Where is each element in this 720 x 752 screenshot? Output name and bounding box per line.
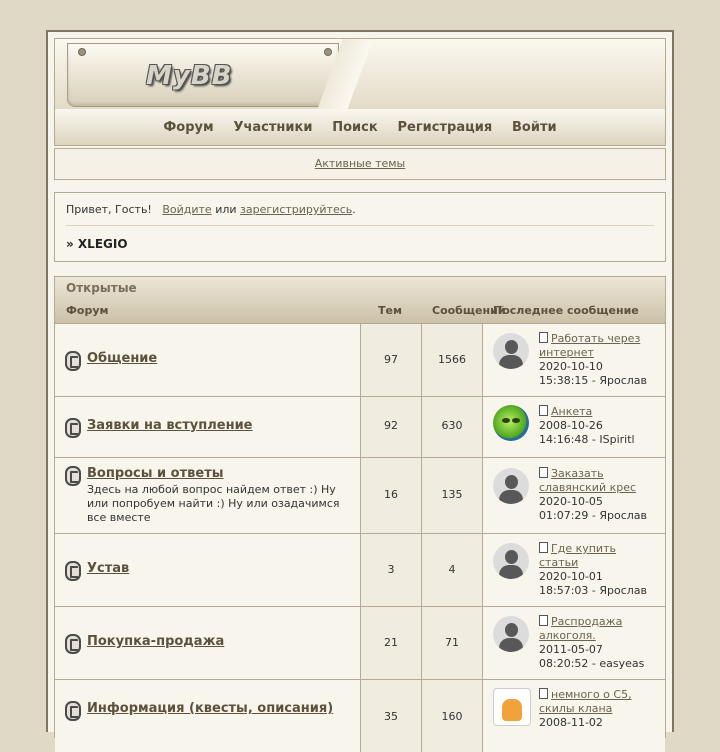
posts-count: 4 (448, 563, 456, 576)
last-post-info (539, 467, 659, 523)
col-topics: Тем (378, 304, 402, 317)
posts-count: 71 (445, 636, 459, 649)
forum-row (55, 396, 665, 457)
column-header (55, 299, 665, 323)
user-avatar-icon[interactable] (493, 333, 529, 369)
user-avatar-icon[interactable] (493, 405, 529, 441)
forum-status-icon (65, 561, 81, 581)
user-avatar-icon[interactable] (493, 616, 529, 652)
last-post-link-cont[interactable]: интернет (539, 346, 594, 359)
last-post-time-user: 01:07:29 - Ярослав (539, 509, 648, 522)
forum-row (55, 323, 665, 396)
main-menu (54, 109, 666, 146)
last-post-date: 2020-10-05 (539, 495, 603, 508)
last-post-link[interactable]: Анкета (551, 405, 593, 418)
posts-count: 135 (441, 488, 463, 501)
forum-status-icon (65, 466, 81, 486)
divider (66, 225, 654, 226)
page-container (46, 30, 674, 732)
last-post-time-user: 15:38:15 - Ярослав (539, 374, 648, 387)
welcome-box (54, 192, 666, 262)
forum-status-icon (65, 634, 81, 654)
document-icon (539, 542, 548, 553)
document-icon (539, 405, 548, 416)
last-post-info (539, 405, 659, 447)
last-post-info (539, 332, 659, 388)
subnav (54, 148, 666, 180)
period-text: . (352, 203, 356, 216)
document-icon (539, 332, 548, 343)
forum-name[interactable]: Устав (87, 561, 130, 576)
menu-members[interactable]: Участники (233, 120, 313, 135)
forum-status-icon (65, 351, 81, 371)
forum-status-icon (65, 701, 81, 721)
last-post-link-cont[interactable]: алкоголя. (539, 629, 596, 642)
topics-count: 3 (387, 563, 395, 576)
last-post-time-user: 18:57:03 - Ярослав (539, 584, 648, 597)
forum-row (55, 457, 665, 533)
posts-count: 630 (441, 419, 463, 432)
last-post-link[interactable]: Заказать (551, 467, 604, 480)
menu-register[interactable]: Регистрация (397, 120, 493, 135)
bolt-icon (324, 48, 332, 56)
menu-search[interactable]: Поиск (332, 120, 378, 135)
forum-name[interactable]: Покупка-продажа (87, 634, 225, 649)
last-post-info (539, 615, 659, 671)
forum-category (54, 276, 666, 738)
last-post-date: 2011-05-07 (539, 643, 603, 656)
last-post-link[interactable]: Распродажа (551, 615, 623, 628)
document-icon (539, 615, 548, 626)
posts-count: 1566 (438, 353, 466, 366)
last-post-link[interactable]: Где купить (551, 542, 616, 555)
last-post-link[interactable]: немного о С5, (551, 688, 632, 701)
login-link[interactable]: Войдите (162, 203, 212, 216)
forum-row (55, 606, 665, 679)
logo[interactable] (67, 43, 339, 107)
user-avatar-icon[interactable] (493, 468, 529, 504)
last-post-link-cont[interactable]: славянский крес (539, 481, 637, 494)
user-avatar-icon[interactable] (493, 688, 531, 726)
topics-count: 97 (384, 353, 398, 366)
breadcrumb[interactable]: » XLEGIO (66, 237, 128, 251)
register-link[interactable]: зарегистрируйтесь (240, 203, 353, 216)
forum-name[interactable]: Заявки на вступление (87, 418, 253, 433)
or-text: или (215, 203, 237, 216)
bolt-icon (78, 48, 86, 56)
forum-description: Здесь на любой вопрос найдем ответ :) Ну или попробуем найти :) Ну или озадачимся все вместе (87, 483, 340, 524)
last-post-time-user: 14:16:48 - ISpiritl (539, 433, 635, 446)
col-forum: Форум (66, 304, 109, 317)
last-post-time-user: 08:20:52 - easyeas (539, 657, 645, 670)
last-post-link-cont[interactable]: статьи (539, 556, 579, 569)
user-avatar-icon[interactable] (493, 543, 529, 579)
last-post-info (539, 542, 659, 598)
logo-text: MyBB (146, 61, 233, 91)
col-last-post: Последнее сообщение (493, 304, 639, 317)
forum-row (55, 533, 665, 606)
forum-name[interactable]: Информация (квесты, описания) (87, 701, 334, 716)
last-post-link[interactable]: Работать через (551, 332, 641, 345)
forum-name[interactable]: Общение (87, 351, 158, 366)
forum-name[interactable]: Вопросы и ответы (87, 466, 224, 481)
menu-forum[interactable]: Форум (163, 120, 214, 135)
topics-count: 92 (384, 419, 398, 432)
category-title[interactable]: Открытые (55, 277, 665, 299)
last-post-date: 2020-10-10 (539, 360, 603, 373)
last-post-date: 2020-10-01 (539, 570, 603, 583)
topics-count: 35 (384, 710, 398, 723)
welcome-line (66, 203, 356, 216)
active-topics-link[interactable]: Активные темы (314, 157, 406, 170)
forum-row (55, 679, 665, 752)
last-post-link-cont[interactable]: скилы клана (539, 702, 613, 715)
forum-status-icon (65, 418, 81, 438)
greeting-text: Привет, Гость! (66, 203, 152, 216)
last-post-date: 2008-11-02 (539, 716, 603, 729)
col-posts: Сообщений (432, 304, 506, 317)
header (54, 38, 666, 110)
topics-count: 21 (384, 636, 398, 649)
last-post-date: 2008-10-26 (539, 419, 603, 432)
topics-count: 16 (384, 488, 398, 501)
posts-count: 160 (441, 710, 463, 723)
last-post-info (539, 688, 659, 730)
document-icon (539, 467, 548, 478)
menu-login[interactable]: Войти (512, 120, 557, 135)
document-icon (539, 688, 548, 699)
